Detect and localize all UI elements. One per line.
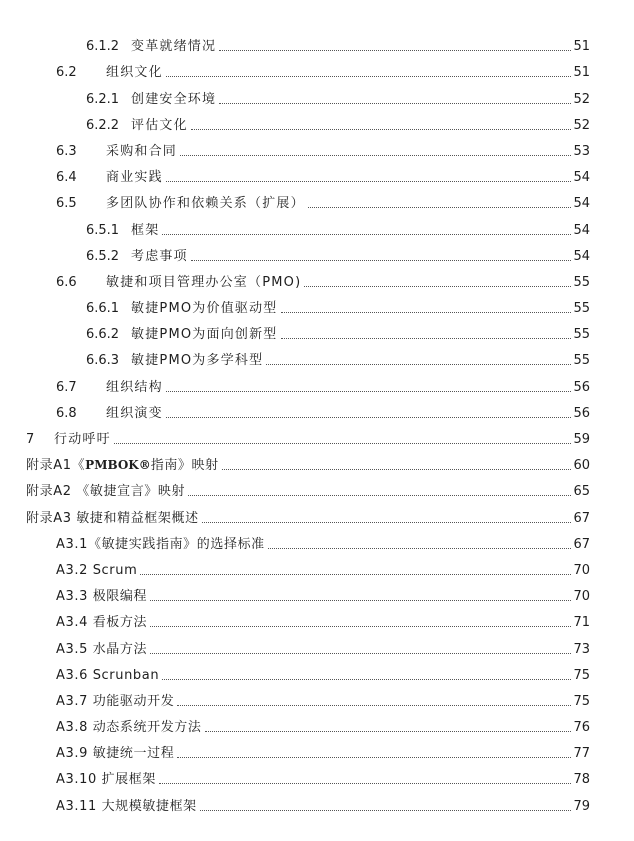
toc-entry-page: 60: [573, 458, 590, 474]
toc-entry-title: 敏捷PMO为价值驱动型: [131, 301, 278, 317]
dot-leader: [150, 625, 571, 627]
toc-entry-page: 59: [573, 432, 590, 447]
toc-entry[interactable]: [0, 29, 634, 55]
toc-entry-number: 6.4: [56, 170, 77, 186]
toc-entry-title: A3.8 动态系统开发方法: [56, 720, 202, 736]
pmbok-brand: PMBOK®: [85, 458, 151, 473]
toc-entry[interactable]: [0, 788, 634, 814]
toc-entry-title-suffix: 指南》映射: [150, 458, 219, 474]
toc-entry-number: 6.2: [56, 65, 77, 81]
toc-entry-number: 6.2.2: [86, 117, 120, 133]
toc-entry-title: 框架: [131, 222, 160, 238]
toc-entry-title: 多团队协作和依赖关系（扩展）: [106, 196, 305, 212]
dot-leader: [191, 259, 572, 261]
toc-entry[interactable]: [0, 396, 634, 422]
toc-entry-number: 6.6.2: [86, 327, 120, 343]
toc-entry-page: 56: [573, 405, 590, 421]
toc-entry[interactable]: [0, 448, 634, 474]
toc-entry-title: A3.6 Scrunban: [56, 667, 160, 683]
toc-entry-title: 商业实践: [106, 170, 163, 186]
toc-entry[interactable]: [0, 108, 634, 134]
dot-leader: [177, 756, 571, 758]
dot-leader: [114, 442, 572, 444]
dot-leader: [304, 285, 571, 287]
dot-leader: [162, 233, 571, 235]
toc-entry-title: 评估文化: [131, 117, 188, 133]
toc-entry-page: 55: [573, 274, 590, 290]
toc-entry-page: 70: [573, 562, 590, 578]
dot-leader: [150, 652, 571, 654]
toc-entry[interactable]: [0, 369, 634, 395]
toc-entry-title: 行动呼吁: [54, 432, 111, 447]
toc-entry[interactable]: [0, 265, 634, 291]
toc-entry-page: 70: [573, 589, 590, 605]
toc-entry-number: 6.6.1: [86, 301, 120, 317]
toc-entry-title: A3.3 极限编程: [56, 589, 148, 605]
toc-entry-title: 敏捷和项目管理办公室（PMO): [106, 274, 302, 290]
toc-entry[interactable]: [0, 134, 634, 160]
toc-entry-number: 6.2.1: [86, 91, 120, 107]
toc-entry[interactable]: [0, 81, 634, 107]
toc-entry-page: 53: [573, 143, 590, 159]
toc-entry-title-prefix: 附录A1《: [26, 458, 86, 474]
toc-entry[interactable]: [0, 527, 634, 553]
toc-entry-title: A3.5 水晶方法: [56, 641, 148, 657]
toc-entry-page: 71: [573, 615, 590, 631]
toc-entry[interactable]: [0, 186, 634, 212]
toc-entry-number: 6.1.2: [86, 39, 120, 55]
dot-leader: [266, 363, 571, 365]
dot-leader: [202, 521, 572, 523]
toc-entry-page: 79: [573, 798, 590, 814]
toc-entry-page: 78: [573, 772, 590, 788]
toc-entry[interactable]: [0, 579, 634, 605]
dot-leader: [159, 782, 571, 784]
toc-entry-title: 敏捷PMO为面向创新型: [131, 327, 278, 343]
toc-entry-page: 65: [573, 484, 590, 500]
dot-leader: [166, 416, 572, 418]
toc-entry-number: 6.7: [56, 379, 77, 395]
toc-entry-page: 55: [573, 353, 590, 369]
toc-entry-title: 组织结构: [106, 379, 163, 395]
toc-entry-page: 77: [573, 746, 590, 762]
toc-entry-page: 54: [573, 248, 590, 264]
toc-entry-title: 附录A2 《敏捷宣言》映射: [26, 484, 186, 500]
toc-entry-title: 考虑事项: [131, 248, 188, 264]
toc-entry-title: A3.4 看板方法: [56, 615, 148, 631]
toc-entry-number: 6.5.2: [86, 248, 120, 264]
toc-entry[interactable]: [0, 239, 634, 265]
toc-entry-page: 55: [573, 327, 590, 343]
toc-entry[interactable]: [0, 500, 634, 526]
table-of-contents: [0, 29, 634, 815]
toc-entry-title: 组织文化: [106, 65, 163, 81]
toc-entry-page: 52: [573, 91, 590, 107]
toc-entry-page: 73: [573, 641, 590, 657]
toc-entry-title: 组织演变: [106, 405, 163, 421]
toc-entry-number: 6.6.3: [86, 353, 120, 369]
dot-leader: [219, 102, 571, 104]
toc-entry-title: 采购和合同: [106, 143, 178, 159]
dot-leader: [191, 128, 572, 130]
toc-entry[interactable]: [0, 474, 634, 500]
toc-entry-page: 54: [573, 196, 590, 212]
dot-leader: [205, 730, 572, 732]
dot-leader: [308, 206, 572, 208]
toc-entry-page: 54: [573, 222, 590, 238]
dot-leader: [268, 547, 572, 549]
toc-entry[interactable]: [0, 631, 634, 657]
toc-entry-page: 75: [573, 667, 590, 683]
dot-leader: [166, 390, 572, 392]
toc-entry-number: 6.5: [56, 196, 77, 212]
toc-entry-title: A3.9 敏捷统一过程: [56, 746, 175, 762]
toc-entry-title: A3.1《敏捷实践指南》的选择标准: [56, 536, 265, 552]
dot-leader: [222, 468, 572, 470]
dot-leader: [281, 311, 572, 313]
toc-entry[interactable]: [0, 684, 634, 710]
toc-entry-title: 敏捷PMO为多学科型: [131, 353, 264, 369]
dot-leader: [166, 75, 572, 77]
dot-leader: [180, 154, 571, 156]
toc-entry-number: 6.5.1: [86, 222, 120, 238]
toc-entry-title: 变革就绪情况: [131, 39, 217, 55]
dot-leader: [188, 494, 571, 496]
toc-entry[interactable]: [0, 343, 634, 369]
toc-entry[interactable]: [0, 212, 634, 238]
toc-entry-page: 51: [573, 65, 590, 81]
dot-leader: [162, 678, 571, 680]
toc-entry[interactable]: [0, 160, 634, 186]
toc-entry-title: A3.7 功能驱动开发: [56, 693, 175, 709]
toc-entry[interactable]: [0, 658, 634, 684]
dot-leader: [177, 704, 571, 706]
toc-entry[interactable]: [0, 55, 634, 81]
toc-entry-number: 6.6: [56, 274, 77, 290]
toc-entry[interactable]: [0, 762, 634, 788]
toc-entry-title: A3.11 大规模敏捷框架: [56, 798, 197, 814]
toc-entry-page: 56: [573, 379, 590, 395]
dot-leader: [200, 809, 572, 811]
toc-entry-title: A3.2 Scrum: [56, 562, 138, 578]
toc-entry-page: 76: [573, 720, 590, 736]
toc-entry[interactable]: [0, 291, 634, 317]
toc-entry-title: A3.10 扩展框架: [56, 772, 156, 788]
dot-leader: [140, 573, 571, 575]
toc-entry-page: 54: [573, 170, 590, 186]
toc-entry-page: 67: [573, 536, 590, 552]
toc-entry[interactable]: [0, 605, 634, 631]
toc-entry-title: 附录A3 敏捷和精益框架概述: [26, 510, 199, 526]
toc-entry[interactable]: [0, 736, 634, 762]
toc-entry-title: 创建安全环境: [131, 91, 217, 107]
toc-entry-title: [26, 457, 219, 474]
dot-leader: [150, 599, 571, 601]
toc-entry-page: 75: [573, 693, 590, 709]
toc-entry-page: 67: [573, 510, 590, 526]
dot-leader: [281, 337, 572, 339]
toc-entry[interactable]: [0, 710, 634, 736]
toc-entry[interactable]: [0, 422, 634, 448]
dot-leader: [219, 49, 571, 51]
toc-entry[interactable]: [0, 317, 634, 343]
toc-entry-number: 6.3: [56, 143, 77, 159]
toc-entry-page: 51: [573, 39, 590, 55]
toc-entry-number: 7: [26, 432, 35, 447]
toc-entry-page: 52: [573, 117, 590, 133]
toc-entry-page: 55: [573, 301, 590, 317]
toc-entry[interactable]: [0, 553, 634, 579]
toc-entry-number: 6.8: [56, 405, 77, 421]
dot-leader: [166, 180, 572, 182]
